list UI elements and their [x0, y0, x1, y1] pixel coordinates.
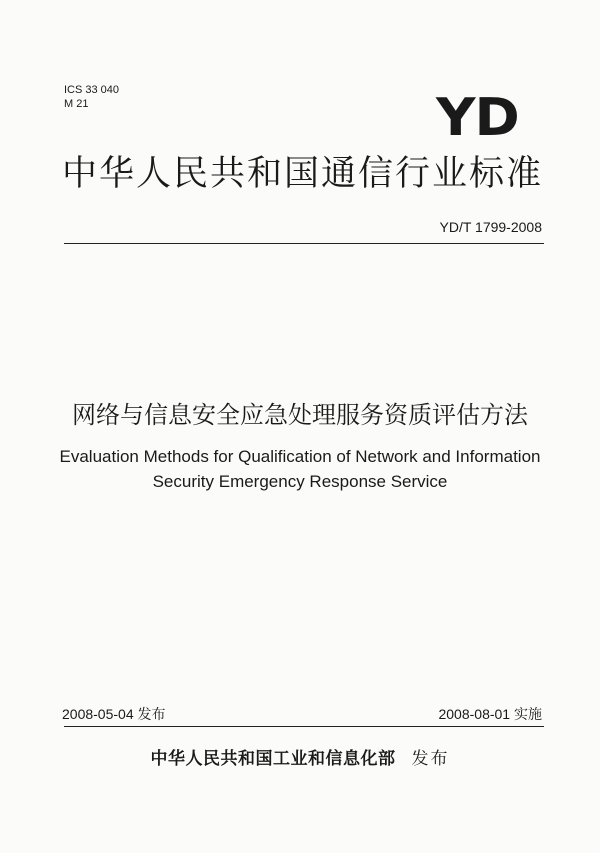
- standard-number: YD/T 1799-2008: [439, 219, 542, 235]
- header-divider: [64, 243, 544, 244]
- standard-category-title: 中华人民共和国通信行业标准: [62, 154, 544, 194]
- english-title-line-2: Security Emergency Response Service: [152, 472, 448, 491]
- chinese-title: 网络与信息安全应急处理服务资质评估方法: [72, 401, 528, 429]
- issuing-organization: 中华人民共和国工业和信息化部: [150, 749, 396, 769]
- english-title-line-1: Evaluation Methods for Qualification of Network and Information: [59, 447, 541, 466]
- yd-logo: YD: [436, 88, 519, 148]
- classification-code: M 21: [64, 98, 89, 110]
- issuer-line: [0, 748, 600, 770]
- english-title: [0, 444, 600, 494]
- issue-action: 发布: [411, 749, 450, 769]
- footer-divider: [64, 726, 544, 727]
- ics-code: ICS 33 040: [64, 84, 120, 96]
- implementation-date: 2008-08-01 实施: [438, 706, 542, 722]
- publish-date: 2008-05-04 发布: [62, 706, 166, 722]
